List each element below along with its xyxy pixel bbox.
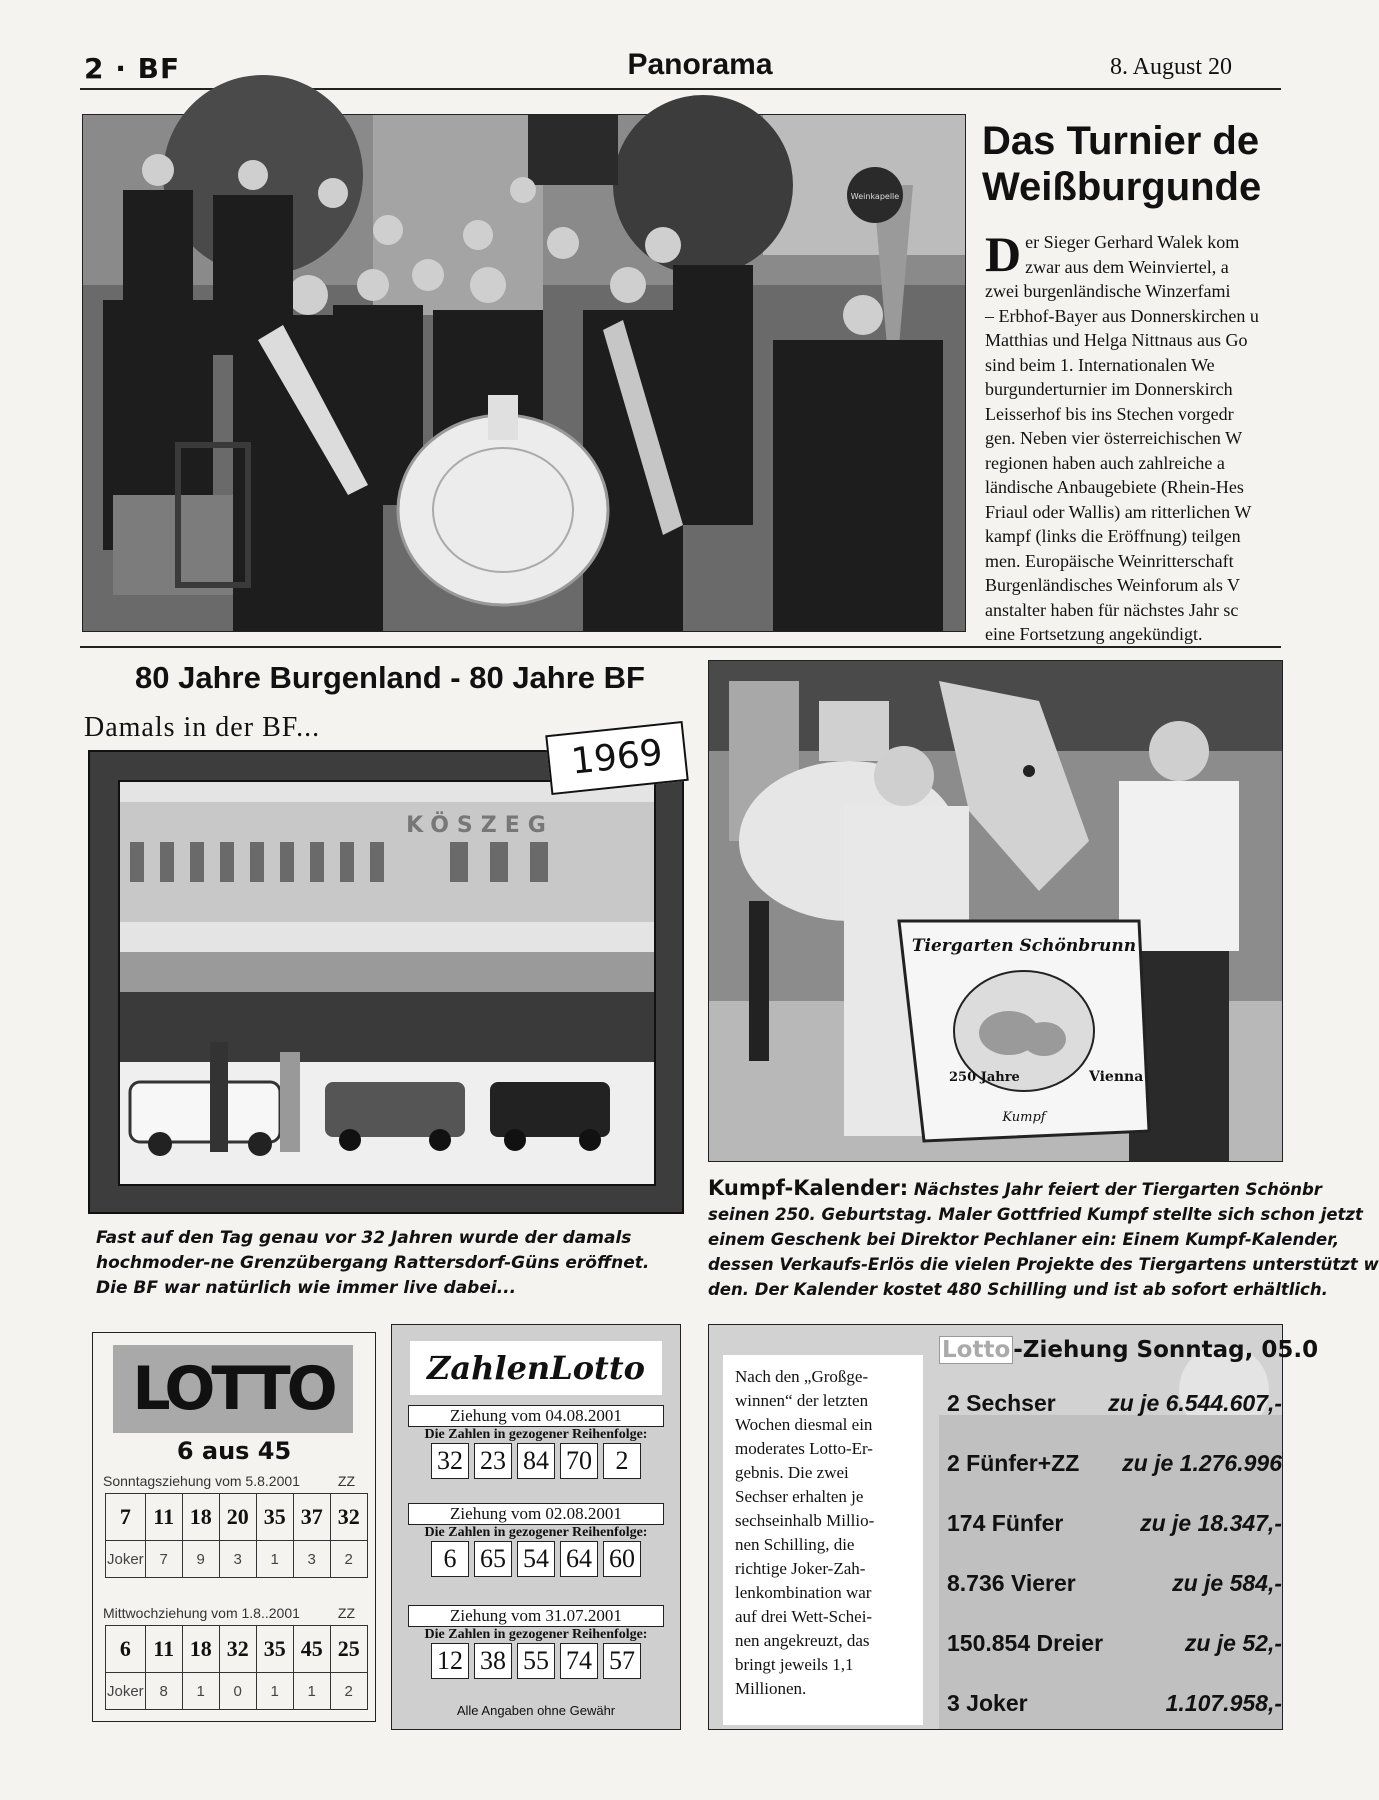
lotto-draw-label: Mittwochziehung vom 1.8..2001 xyxy=(103,1605,300,1621)
ziehung-row xyxy=(947,1673,1282,1733)
joker-digit: 1 xyxy=(256,1673,293,1710)
zahlenlotto-number: 74 xyxy=(560,1643,598,1679)
section-rule xyxy=(80,646,1281,648)
ziehung-title-brand: Lotto xyxy=(939,1336,1013,1364)
ziehung-story-line: auf drei Wett-Schei- xyxy=(735,1607,873,1626)
ziehung-story-line: nen angekreuzt, das xyxy=(735,1631,870,1650)
zahlenlotto-number: 2 xyxy=(603,1443,641,1479)
zahlenlotto-number: 54 xyxy=(517,1541,555,1577)
joker-digit: 1 xyxy=(182,1673,219,1710)
kumpf-caption xyxy=(708,1176,1379,1302)
page-number-section: 2 · BF xyxy=(84,52,181,85)
ziehung-row xyxy=(947,1613,1282,1673)
lotto-number: 32 xyxy=(219,1626,256,1673)
lotto-number: 11 xyxy=(145,1626,182,1673)
kumpf-photo xyxy=(708,660,1283,1162)
ziehung-story-line: winnen“ der letzten xyxy=(735,1391,869,1410)
sign-line2: 250 Jahre xyxy=(949,1070,1020,1085)
ziehung-story-line: Nach den „Großge- xyxy=(735,1367,869,1386)
zahlenlotto-box xyxy=(391,1324,681,1730)
banner-sign-text: Weinkapelle xyxy=(850,192,900,201)
ziehung-amount: zu je 6.544.607,- xyxy=(1108,1389,1282,1416)
joker-label: Joker xyxy=(106,1541,146,1578)
joker-digit: 1 xyxy=(256,1541,293,1578)
lotto-number: 18 xyxy=(182,1494,219,1541)
zahlenlotto-number: 32 xyxy=(431,1443,469,1479)
ziehung-story-line: lenkombination war xyxy=(735,1583,872,1602)
joker-digit: 7 xyxy=(145,1541,182,1578)
ziehung-rank: 2 Fünfer+ZZ xyxy=(947,1449,1080,1476)
turnier-line: Friaul oder Wallis) am ritterlichen W xyxy=(985,501,1252,522)
ziehung-story-line: sechseinhalb Millio- xyxy=(735,1511,875,1530)
year-tag: 1969 xyxy=(545,721,689,795)
ziehung-story-line: moderates Lotto-Er- xyxy=(735,1439,873,1458)
joker-label: Joker xyxy=(106,1673,146,1710)
building-sign: KÖSZEG xyxy=(406,813,554,838)
turnier-line: – Erbhof-Bayer aus Donnerskirchen u xyxy=(985,305,1259,326)
ziehung-row xyxy=(947,1553,1282,1613)
ziehung-story-line: Wochen diesmal ein xyxy=(735,1415,873,1434)
zahlenlotto-number: 57 xyxy=(603,1643,641,1679)
turnier-line: Matthias und Helga Nittnaus aus Go xyxy=(985,330,1248,350)
turnier-headline-line2: Weißburgunde xyxy=(982,165,1262,209)
turnier-line: zwei burgenländische Winzerfami xyxy=(985,281,1231,301)
zahlenlotto-number: 60 xyxy=(603,1541,641,1577)
ziehung-rank: 3 Joker xyxy=(947,1689,1028,1716)
turnier-line: anstalter haben für nächstes Jahr sc xyxy=(985,599,1239,620)
ziehung-title-rest: -Ziehung Sonntag, 05.0 xyxy=(1013,1337,1319,1363)
ziehung-story-line: nen Schilling, die xyxy=(735,1535,855,1554)
ziehung-story xyxy=(723,1355,923,1725)
lotto-number: 37 xyxy=(293,1494,330,1541)
zahlenlotto-number: 23 xyxy=(474,1443,512,1479)
zahlenlotto-number: 64 xyxy=(560,1541,598,1577)
section-title: Panorama xyxy=(627,48,773,81)
ziehung-story-line: Millionen. xyxy=(735,1679,807,1698)
kumpf-caption-lead: Kumpf-Kalender: xyxy=(708,1176,909,1200)
zahlenlotto-number: 65 xyxy=(474,1541,512,1577)
ziehung-rank: 2 Sechser xyxy=(947,1389,1056,1416)
zahlenlotto-number: 12 xyxy=(431,1643,469,1679)
ziehung-rank: 150.854 Dreier xyxy=(947,1629,1104,1656)
ziehung-story-line: Sechser erhalten je xyxy=(735,1487,864,1506)
framed-photo-1969 xyxy=(88,750,684,1214)
wine-knights-photo xyxy=(82,114,966,632)
ziehung-amount: zu je 584,- xyxy=(1172,1569,1282,1596)
zahlenlotto-draw-label: Ziehung vom 04.08.2001 xyxy=(408,1405,664,1427)
joker-digit: 3 xyxy=(219,1541,256,1578)
zahlenlotto-logo: ZahlenLotto xyxy=(410,1341,662,1395)
zahlenlotto-number: 38 xyxy=(474,1643,512,1679)
turnier-article-body xyxy=(985,226,1281,647)
turnier-line: zwar aus dem Weinviertel, a xyxy=(1025,256,1229,277)
lotto-zz-label: ZZ xyxy=(337,1605,355,1621)
sign-line1: Tiergarten Schönbrunn xyxy=(911,936,1137,956)
joker-digit: 0 xyxy=(219,1673,256,1710)
ziehung-story-line: bringt jeweils 1,1 xyxy=(735,1655,854,1674)
anniversary-headline: 80 Jahre Burgenland - 80 Jahre BF xyxy=(135,660,645,695)
lotto-draw-table xyxy=(105,1625,368,1710)
ziehung-amount: 1.107.958,- xyxy=(1165,1689,1282,1716)
turnier-line: men. Europäische Weinritterschaft xyxy=(985,550,1234,571)
joker-digit: 2 xyxy=(330,1673,367,1710)
ziehung-results-list xyxy=(947,1373,1282,1733)
turnier-line: er Sieger Gerhard Walek kom xyxy=(1025,232,1240,252)
turnier-dropcap: D xyxy=(985,226,1022,282)
zahlenlotto-disclaimer: Alle Angaben ohne Gewähr xyxy=(456,1703,616,1718)
zahlenlotto-draw-label: Ziehung vom 31.07.2001 xyxy=(408,1605,664,1627)
lotto-number: 35 xyxy=(256,1494,293,1541)
zahlenlotto-number: 84 xyxy=(517,1443,555,1479)
kumpf-caption-line: dessen Verkaufs-Erlös die vielen Projekte des Tiergartens unterstützt w xyxy=(708,1255,1379,1274)
ziehung-amount: zu je 18.347,- xyxy=(1140,1509,1282,1536)
ziehung-rank: 174 Fünfer xyxy=(947,1509,1064,1536)
anniversary-subhead: Damals in der BF... xyxy=(84,712,321,743)
zahlenlotto-number: 6 xyxy=(431,1541,469,1577)
ziehung-story-line: gebnis. Die zwei xyxy=(735,1463,849,1482)
joker-digit: 3 xyxy=(293,1541,330,1578)
zahlenlotto-number: 70 xyxy=(560,1443,598,1479)
kumpf-caption-line: Nächstes Jahr feiert der Tiergarten Schönbr xyxy=(913,1180,1322,1199)
kumpf-caption-line: seinen 250. Geburtstag. Maler Gottfried Kumpf stellte sich schon jetzt xyxy=(708,1205,1363,1224)
ziehung-amount: zu je 52,- xyxy=(1184,1629,1282,1656)
lotto-game-name: 6 aus 45 xyxy=(176,1437,292,1465)
ziehung-story-line: richtige Joker-Zah- xyxy=(735,1559,866,1578)
ziehung-rank: 8.736 Vierer xyxy=(947,1569,1076,1596)
turnier-line: kampf (links die Eröffnung) teilgen xyxy=(985,526,1241,546)
zahlenlotto-number: 55 xyxy=(517,1643,555,1679)
lotto-number: 35 xyxy=(256,1626,293,1673)
ziehung-row xyxy=(947,1433,1282,1493)
kumpf-caption-line: einem Geschenk bei Direktor Pechlaner ein: Einem Kumpf-Kalender, xyxy=(708,1230,1340,1249)
ziehung-row xyxy=(947,1493,1282,1553)
turnier-line: regionen haben auch zahlreiche a xyxy=(985,452,1225,473)
joker-digit: 1 xyxy=(293,1673,330,1710)
zahlenlotto-subtitle: Die Zahlen in gezogener Reihenfolge: xyxy=(424,1427,648,1442)
lotto-logo: LOTTO xyxy=(113,1345,353,1433)
turnier-line: Burgenländisches Weinforum als V xyxy=(985,575,1241,595)
turnier-line: ländische Anbaugebiete (Rhein-Hes xyxy=(985,477,1244,497)
turnier-headline-line1: Das Turnier de xyxy=(982,119,1260,163)
zahlenlotto-subtitle: Die Zahlen in gezogener Reihenfolge: xyxy=(424,1525,648,1540)
zahlenlotto-draw-label: Ziehung vom 02.08.2001 xyxy=(408,1503,664,1525)
lotto-draw-table xyxy=(105,1493,368,1578)
lotto-number: 45 xyxy=(293,1626,330,1673)
sign-line3: Vienna xyxy=(1089,1069,1144,1085)
sign-artist: Kumpf xyxy=(1002,1110,1046,1125)
lotto-number: 11 xyxy=(145,1494,182,1541)
issue-date: 8. August 20 xyxy=(1110,54,1233,80)
lotto-zz-label: ZZ xyxy=(337,1473,355,1489)
anniversary-caption: Fast auf den Tag genau vor 32 Jahren wurde der damals hochmoder-ne Grenzübergang Rattersdorf-Güns eröffnet. Die BF war natürlich wie immer live dabei... xyxy=(96,1228,650,1298)
turnier-line: eine Fortsetzung angekündigt. xyxy=(985,624,1203,644)
lotto-zz-number: 25 xyxy=(330,1626,367,1673)
lotto-6aus45-box xyxy=(92,1332,376,1722)
joker-digit: 9 xyxy=(182,1541,219,1578)
joker-digit: 8 xyxy=(145,1673,182,1710)
turnier-line: burgunderturnier im Donnerskirch xyxy=(985,379,1233,399)
ziehung-results-box xyxy=(708,1324,1319,1730)
turnier-line: Leisserhof bis ins Stechen vorgedr xyxy=(985,403,1234,424)
kumpf-caption-line: den. Der Kalender kostet 480 Schilling und ist ab sofort erhältlich. xyxy=(708,1280,1328,1299)
lotto-number: 18 xyxy=(182,1626,219,1673)
ziehung-amount: zu je 1.276.996 xyxy=(1122,1449,1282,1476)
lotto-draw-label: Sonntagsziehung vom 5.8.2001 xyxy=(103,1473,300,1489)
ziehung-title xyxy=(939,1337,1319,1363)
zahlenlotto-subtitle: Die Zahlen in gezogener Reihenfolge: xyxy=(424,1627,648,1642)
lotto-number: 6 xyxy=(106,1626,146,1673)
turnier-line: sind beim 1. Internationalen We xyxy=(985,354,1215,375)
turnier-line: gen. Neben vier österreichischen W xyxy=(985,428,1243,448)
lotto-zz-number: 32 xyxy=(330,1494,367,1541)
ziehung-row xyxy=(947,1373,1282,1433)
joker-digit: 2 xyxy=(330,1541,367,1578)
lotto-number: 20 xyxy=(219,1494,256,1541)
lotto-number: 7 xyxy=(106,1494,146,1541)
